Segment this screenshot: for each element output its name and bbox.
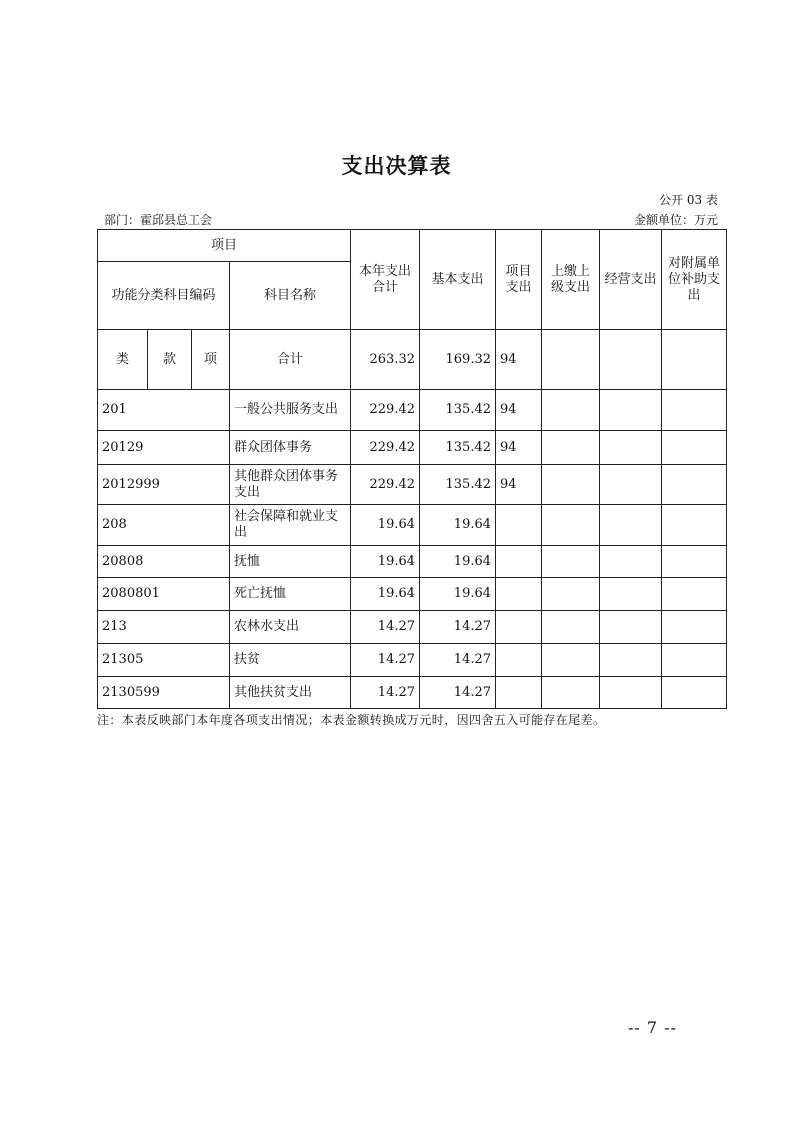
table-row	[98, 465, 727, 505]
row-basic: 19.64	[420, 505, 496, 546]
table-row	[98, 578, 727, 611]
row-business	[600, 390, 662, 431]
row-name: 群众团体事务	[230, 431, 351, 465]
table-row	[98, 390, 727, 431]
row-total: 229.42	[351, 390, 420, 431]
row-name: 抚恤	[230, 546, 351, 578]
row-project: 94	[496, 465, 542, 505]
row-project	[496, 611, 542, 644]
row-project	[496, 546, 542, 578]
row-total: 19.64	[351, 578, 420, 611]
row-total: 229.42	[351, 465, 420, 505]
row-subsidiary	[662, 677, 727, 709]
row-subsidiary	[662, 644, 727, 677]
row-code: 201	[98, 390, 230, 431]
row-total: 19.64	[351, 505, 420, 546]
header-lei: 类	[98, 330, 148, 390]
table-row	[98, 611, 727, 644]
table-row	[98, 644, 727, 677]
row-basic: 14.27	[420, 611, 496, 644]
row-code: 213	[98, 611, 230, 644]
summary-basic: 169.32	[420, 330, 496, 390]
row-upper	[542, 431, 600, 465]
summary-label: 合计	[230, 330, 351, 390]
row-subsidiary	[662, 505, 727, 546]
row-basic: 14.27	[420, 677, 496, 709]
row-code: 2080801	[98, 578, 230, 611]
row-business	[600, 505, 662, 546]
department-label: 部门：霍邱县总工会	[104, 213, 213, 227]
header-total: 本年支出合计	[351, 230, 420, 330]
row-code: 2130599	[98, 677, 230, 709]
page-title: 支出决算表	[341, 154, 452, 178]
row-basic: 14.27	[420, 644, 496, 677]
row-business	[600, 465, 662, 505]
header-kuan: 款	[148, 330, 192, 390]
header-upper: 上缴上级支出	[542, 230, 600, 330]
row-total: 19.64	[351, 546, 420, 578]
summary-row	[98, 330, 727, 390]
row-upper	[542, 465, 600, 505]
header-business: 经营支出	[600, 230, 662, 330]
row-upper	[542, 390, 600, 431]
row-basic: 135.42	[420, 390, 496, 431]
row-subsidiary	[662, 578, 727, 611]
form-number: 公开 03 表	[659, 193, 718, 207]
row-subsidiary	[662, 465, 727, 505]
row-business	[600, 677, 662, 709]
row-total: 14.27	[351, 611, 420, 644]
row-business	[600, 644, 662, 677]
row-basic: 135.42	[420, 431, 496, 465]
summary-project: 94	[496, 330, 542, 390]
page-number: -- 7 --	[628, 1018, 677, 1037]
row-basic: 19.64	[420, 578, 496, 611]
row-upper	[542, 611, 600, 644]
row-business	[600, 578, 662, 611]
row-business	[600, 611, 662, 644]
row-name: 一般公共服务支出	[230, 390, 351, 431]
row-project	[496, 578, 542, 611]
row-name: 社会保障和就业支出	[230, 505, 351, 546]
header-row-1	[98, 230, 727, 262]
row-project: 94	[496, 390, 542, 431]
row-total: 14.27	[351, 644, 420, 677]
row-name: 其他群众团体事务支出	[230, 465, 351, 505]
row-subsidiary	[662, 546, 727, 578]
row-subsidiary	[662, 390, 727, 431]
row-business	[600, 431, 662, 465]
header-subsidiary: 对附属单位补助支出	[662, 230, 727, 330]
summary-business	[600, 330, 662, 390]
header-func-code: 功能分类科目编码	[98, 262, 230, 330]
row-code: 20808	[98, 546, 230, 578]
summary-total: 263.32	[351, 330, 420, 390]
row-name: 农林水支出	[230, 611, 351, 644]
table-row	[98, 505, 727, 546]
header-subject-name: 科目名称	[230, 262, 351, 330]
row-subsidiary	[662, 431, 727, 465]
row-upper	[542, 505, 600, 546]
amount-unit-label: 金额单位：万元	[633, 213, 718, 227]
expenditure-table	[97, 229, 727, 709]
row-code: 20129	[98, 431, 230, 465]
table-row	[98, 546, 727, 578]
header-project: 项目支出	[496, 230, 542, 330]
row-business	[600, 546, 662, 578]
row-basic: 19.64	[420, 546, 496, 578]
row-name: 其他扶贫支出	[230, 677, 351, 709]
row-code: 208	[98, 505, 230, 546]
row-project: 94	[496, 431, 542, 465]
row-project	[496, 644, 542, 677]
row-upper	[542, 578, 600, 611]
table-row	[98, 677, 727, 709]
table-row	[98, 431, 727, 465]
header-item: 项目	[98, 230, 351, 262]
row-total: 229.42	[351, 431, 420, 465]
summary-upper	[542, 330, 600, 390]
row-name: 死亡抚恤	[230, 578, 351, 611]
row-upper	[542, 546, 600, 578]
row-code: 21305	[98, 644, 230, 677]
table-note: 注：本表反映部门本年度各项支出情况；本表金额转换成万元时，因四舍五入可能存在尾差。	[97, 713, 606, 727]
row-project	[496, 505, 542, 546]
header-xiang: 项	[192, 330, 230, 390]
row-basic: 135.42	[420, 465, 496, 505]
row-name: 扶贫	[230, 644, 351, 677]
row-project	[496, 677, 542, 709]
row-upper	[542, 644, 600, 677]
row-total: 14.27	[351, 677, 420, 709]
row-subsidiary	[662, 611, 727, 644]
row-code: 2012999	[98, 465, 230, 505]
header-basic: 基本支出	[420, 230, 496, 330]
row-upper	[542, 677, 600, 709]
summary-subsidiary	[662, 330, 727, 390]
